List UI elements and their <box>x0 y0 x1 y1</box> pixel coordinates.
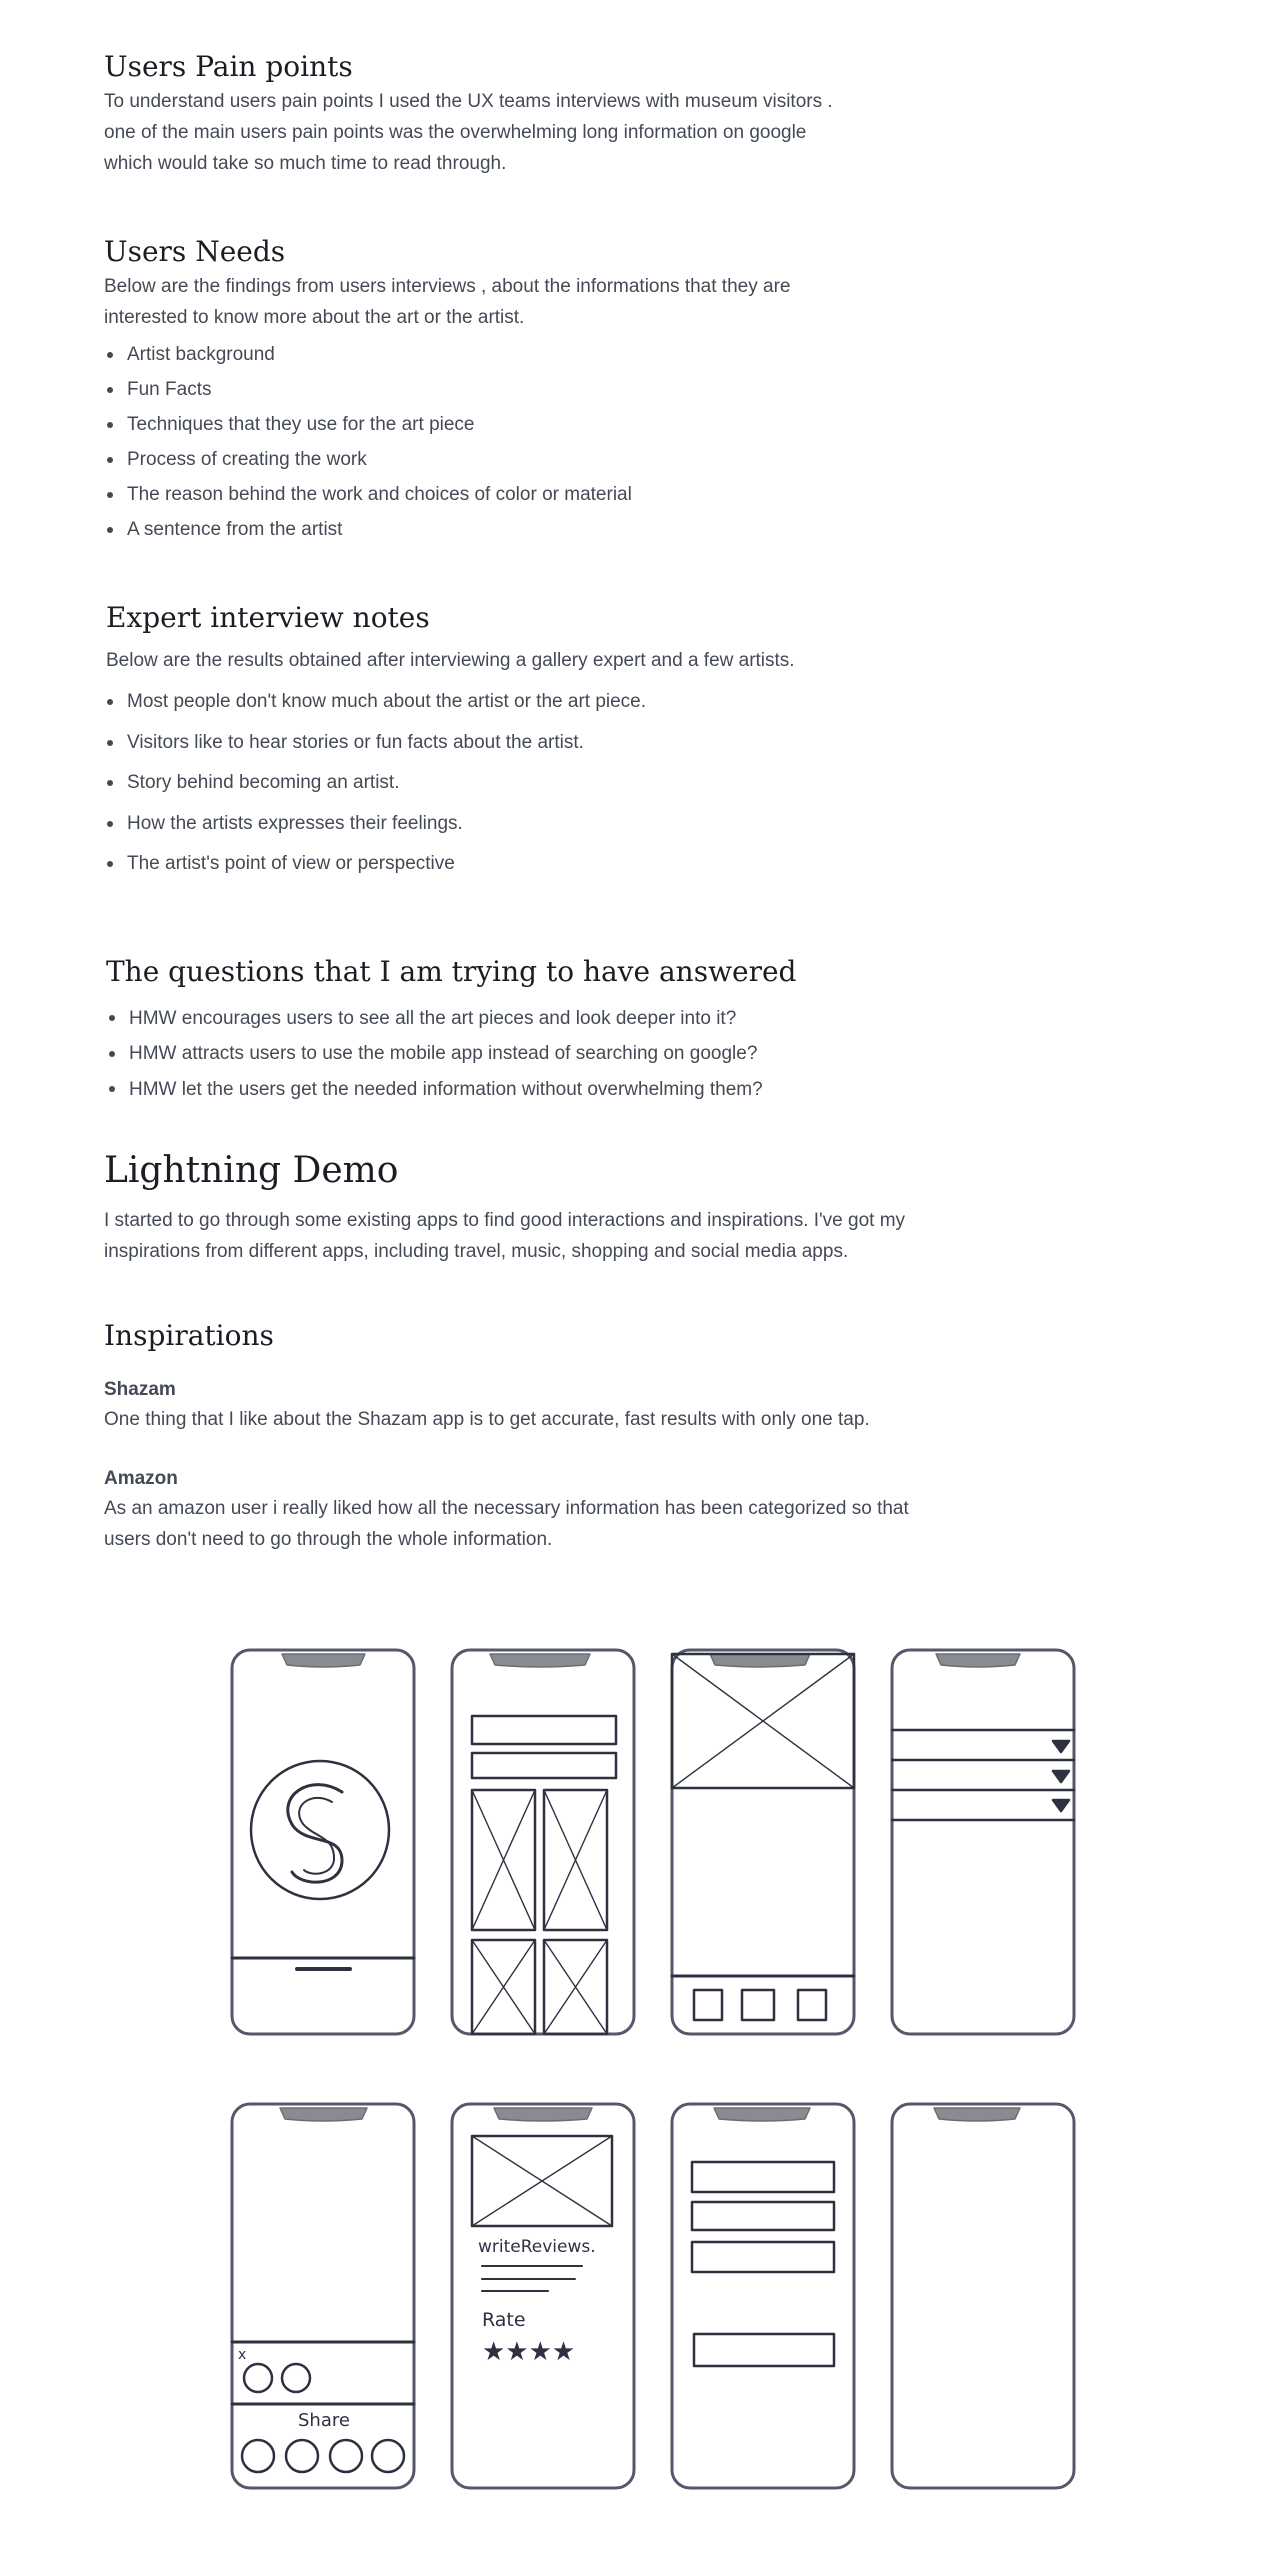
questions-list <box>106 1001 1004 1108</box>
list-item: How the artists expresses their feelings. <box>104 804 1004 845</box>
shazam-logo-icon <box>251 1761 389 1899</box>
shazam-text: One thing that I like about the Shazam app is to get accurate, fast results with only one tap. <box>104 1409 870 1430</box>
shazam-title: Shazam <box>104 1379 176 1400</box>
users-needs-line-2: interested to know more about the art or the artist. <box>104 307 525 328</box>
star-rating: ★★★★ <box>482 2337 576 2367</box>
questions-heading: The questions that I am trying to have answered <box>106 954 797 988</box>
list-item: Process of creating the work <box>104 442 1004 477</box>
list-item: Most people don't know much about the artist or the art piece. <box>104 682 1004 723</box>
amazon-line-2: users don't need to go through the whole information. <box>104 1529 553 1550</box>
amazon-line-1: As an amazon user i really liked how all the necessary information has been categorized so that <box>104 1498 909 1519</box>
lightning-demo-heading: Lightning Demo <box>104 1150 399 1191</box>
phone-notch <box>282 1654 365 1667</box>
list-item: Techniques that they use for the art piece <box>104 407 1004 442</box>
pain-points-heading: Users Pain points <box>104 50 353 83</box>
phone-sketch-accordion <box>892 1650 1074 2034</box>
chevron-down-icon <box>1053 1771 1069 1782</box>
list-item: HMW let the users get the needed information without overwhelming them? <box>106 1072 1004 1108</box>
expert-notes-heading: Expert interview notes <box>106 601 430 634</box>
amazon-title: Amazon <box>104 1468 178 1489</box>
list-item: HMW encourages users to see all the art pieces and look deeper into it? <box>106 1001 1004 1037</box>
rate-label: Rate <box>482 2309 526 2331</box>
write-reviews-label: writeReviews. <box>478 2237 596 2257</box>
phone-sketch-hero <box>672 1650 854 2034</box>
pain-points-line-3: which would take so much time to read through. <box>104 153 507 174</box>
phone-sketch-blank <box>892 2104 1074 2488</box>
phone-sketch-form <box>672 2104 854 2488</box>
expert-notes-section <box>106 601 1004 885</box>
expert-notes-list <box>104 682 1004 885</box>
pain-points-line-1: To understand users pain points I used the UX teams interviews with museum visitors . <box>104 91 833 112</box>
list-item: HMW attracts users to use the mobile app instead of searching on google? <box>106 1036 1004 1072</box>
lightning-demo-line-1: I started to go through some existing apps to find good interactions and inspirations. I've got my <box>104 1210 906 1231</box>
list-item: The artist's point of view or perspective <box>104 844 1004 885</box>
content-column <box>104 50 1004 1555</box>
users-needs-line-1: Below are the findings from users interviews , about the informations that they are <box>104 276 791 297</box>
users-needs-section <box>104 235 1004 547</box>
sketch-row-2 <box>210 2094 1090 2494</box>
pain-points-section <box>104 50 1004 179</box>
expert-notes-intro: Below are the results obtained after interviewing a gallery expert and a few artists. <box>106 650 795 671</box>
list-item: Fun Facts <box>104 372 1004 407</box>
users-needs-list <box>104 337 1004 547</box>
lightning-demo-section <box>104 1149 1004 1267</box>
close-icon: x <box>238 2347 247 2363</box>
chevron-down-icon <box>1053 1741 1069 1752</box>
phone-sketch-shazam <box>232 1650 414 2034</box>
share-label: Share <box>298 2410 350 2431</box>
list-item: Visitors like to hear stories or fun facts about the artist. <box>104 723 1004 764</box>
questions-section <box>106 955 1004 1108</box>
users-needs-heading: Users Needs <box>104 235 286 268</box>
list-item: A sentence from the artist <box>104 512 1004 547</box>
inspirations-heading: Inspirations <box>104 1319 274 1352</box>
phone-sketch-reviews <box>452 2104 634 2488</box>
wireframe-sketches <box>210 1640 1090 2520</box>
phone-sketch-share-sheet <box>232 2104 414 2488</box>
pain-points-line-2: one of the main users pain points was the overwhelming long information on google <box>104 122 807 143</box>
list-item: Artist background <box>104 337 1004 372</box>
list-item: The reason behind the work and choices of color or material <box>104 477 1004 512</box>
list-item: Story behind becoming an artist. <box>104 763 1004 804</box>
inspirations-section <box>104 1319 1004 1555</box>
lightning-demo-line-2: inspirations from different apps, including travel, music, shopping and social media apps. <box>104 1241 849 1262</box>
sketch-row-1 <box>210 1640 1090 2040</box>
chevron-down-icon <box>1053 1800 1069 1811</box>
phone-sketch-grid-list <box>452 1650 634 2034</box>
